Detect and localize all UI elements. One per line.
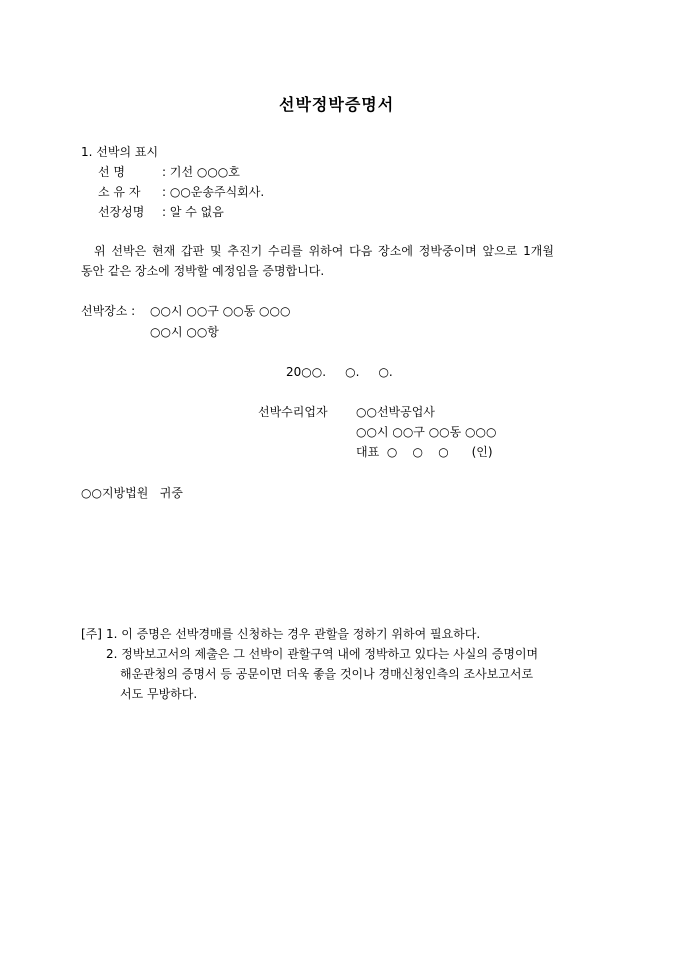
certifier-label: 선박수리업자 (258, 405, 328, 419)
certifier-representative: 대표 ○ ○ ○ (인) (356, 445, 493, 459)
certifier-address: ○○시 ○○구 ○○동 ○○○ (356, 425, 497, 439)
notes-prefix: [주] (81, 627, 102, 641)
issue-date: 20○○. ○. ○. (286, 365, 393, 379)
addressee: ○○지방법원 귀중 (81, 486, 183, 500)
location-label: 선박장소 : (81, 304, 136, 318)
body-line-1: 위 선박은 현재 갑판 및 추진기 수리를 위하여 다음 장소에 정박중이며 앞으로 1개월 (94, 244, 554, 258)
note-1: 1. 이 증명은 선박경매를 신청하는 경우 관할을 정하기 위하여 필요하다. (106, 627, 481, 641)
captain-value: : 알 수 없음 (162, 205, 224, 219)
ship-name-value: : 기선 ○○○호 (162, 165, 240, 179)
note-2-line-1: 2. 정박보고서의 제출은 그 선박이 관할구역 내에 정박하고 있다는 사실의 증명이며 (106, 647, 539, 661)
document-title: 선박정박증명서 (279, 95, 395, 114)
owner-value: : ○○운송주식회사. (162, 185, 265, 199)
captain-label: 선장성명 (98, 205, 145, 219)
note-2-line-2: 해운관청의 증명서 등 공문이면 더욱 좋을 것이나 경매신청인측의 조사보고서로 (120, 667, 534, 681)
section-heading: 1. 선박의 표시 (81, 145, 159, 159)
location-line-1: ○○시 ○○구 ○○동 ○○○ (150, 304, 291, 318)
ship-name-label: 선 명 (98, 165, 125, 179)
body-line-2: 동안 같은 장소에 정박할 예정임을 증명합니다. (81, 264, 325, 278)
note-2-line-3: 서도 무방하다. (120, 687, 198, 701)
certifier-company: ○○선박공업사 (356, 405, 435, 419)
owner-label: 소 유 자 (98, 185, 141, 199)
location-line-2: ○○시 ○○항 (150, 325, 219, 339)
